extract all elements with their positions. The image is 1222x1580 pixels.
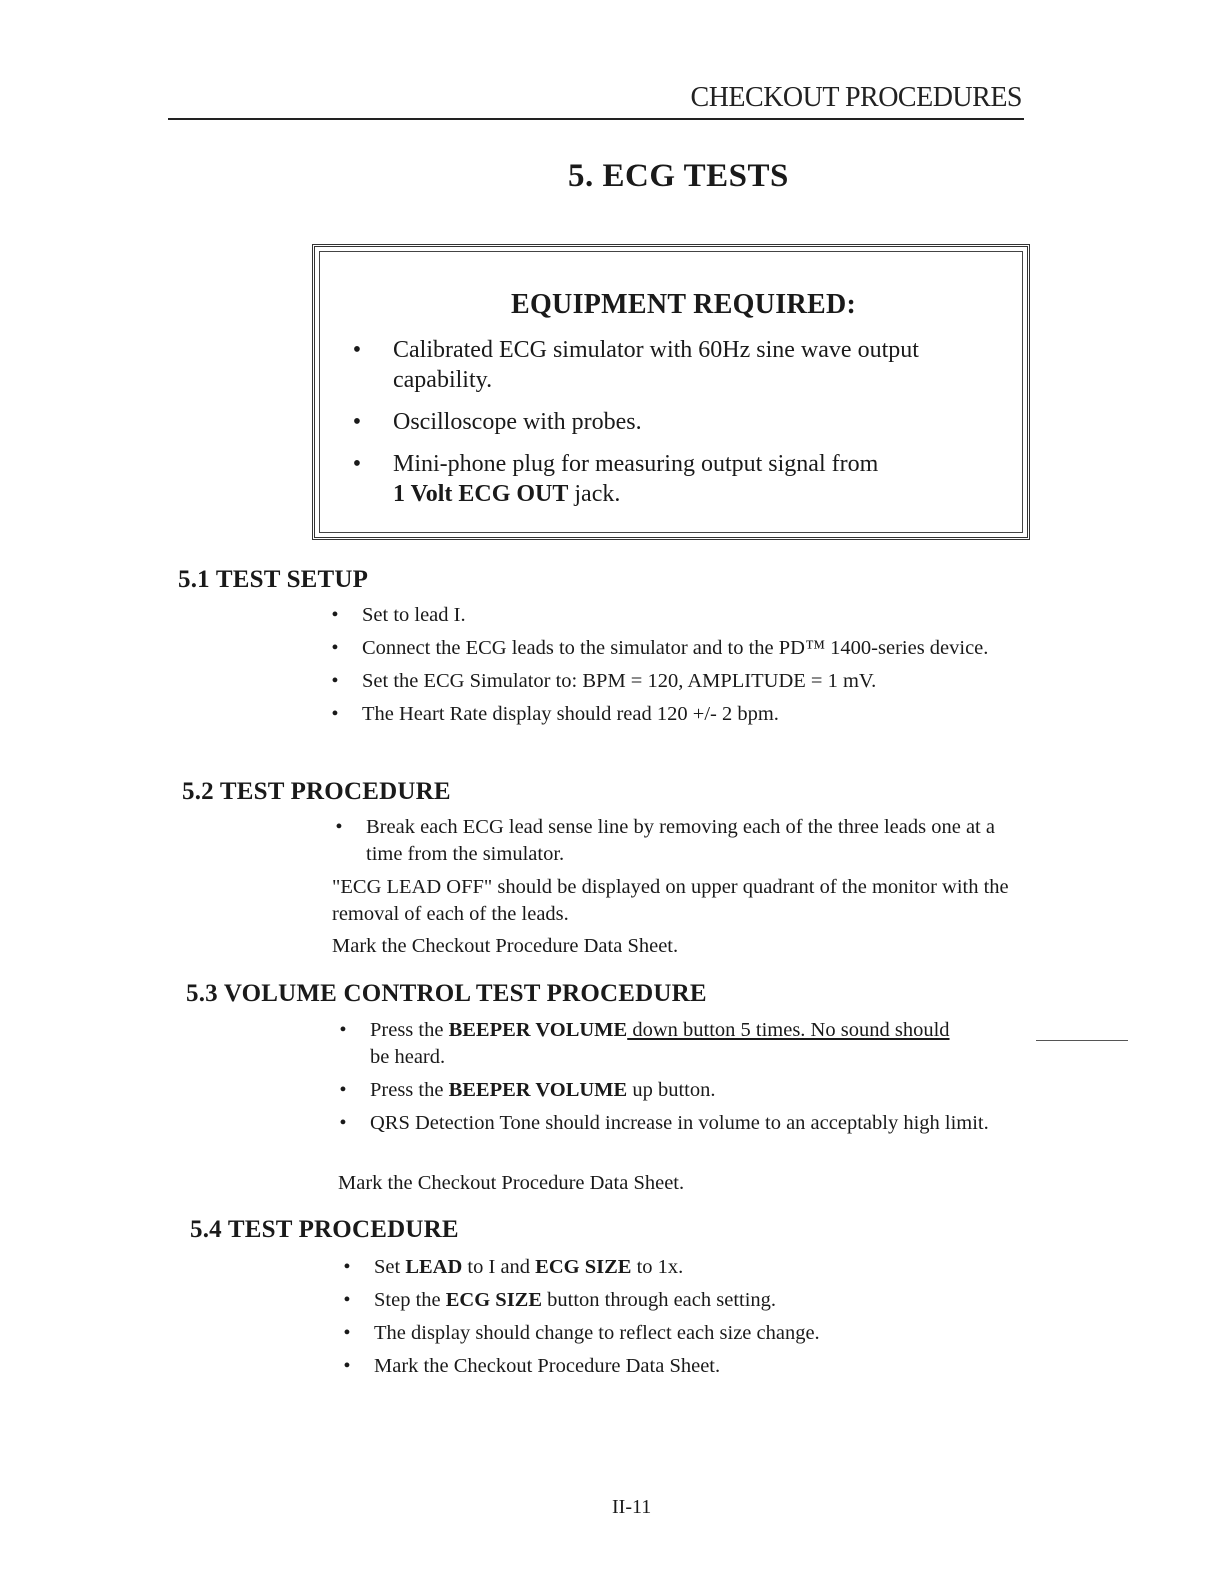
equipment-list [345, 335, 985, 521]
section-heading-5-1: 5.1 TEST SETUP [178, 566, 369, 593]
running-header [168, 80, 1024, 120]
list-item-text: QRS Detection Tone should increase in volume to an acceptably high limit. [370, 1112, 989, 1134]
list-item [334, 1110, 1034, 1137]
list-item [338, 1287, 1038, 1314]
list-item-text: Mark the Checkout Procedure Data Sheet. [374, 1355, 721, 1377]
section-5-2-mark-note: Mark the Checkout Procedure Data Sheet. [332, 935, 679, 957]
bullet-icon: • [331, 703, 339, 725]
section-5-3-list [334, 1017, 1034, 1143]
list-item-text: The display should change to reflect each size change. [374, 1322, 820, 1344]
equipment-item [345, 335, 985, 395]
bullet-icon: • [335, 816, 343, 838]
bullet-icon: • [331, 670, 339, 692]
list-item-text: be heard. [370, 1046, 446, 1068]
list-item [338, 1254, 1038, 1281]
list-item-text: up button. [627, 1079, 716, 1101]
equipment-box [312, 244, 1030, 540]
list-item-bold: BEEPER VOLUME [448, 1019, 628, 1041]
equipment-item-bold: 1 Volt ECG OUT [393, 481, 569, 507]
section-heading-5-2: 5.2 TEST PROCEDURE [182, 778, 451, 805]
list-item [338, 1320, 1038, 1347]
bullet-icon: • [339, 1019, 347, 1041]
list-item-text: Set the ECG Simulator to: BPM = 120, AMPLITUDE = 1 mV. [362, 670, 877, 692]
list-item-text: Set to lead I. [362, 604, 466, 626]
bullet-icon: • [352, 337, 362, 363]
list-item [334, 1017, 1034, 1071]
list-item-text: Step the [374, 1289, 446, 1311]
section-5-1-list [326, 602, 1026, 734]
bullet-icon: • [352, 451, 362, 477]
list-item-bold: ECG SIZE [445, 1289, 543, 1311]
section-heading-5-4: 5.4 TEST PROCEDURE [190, 1216, 459, 1243]
bullet-icon: • [343, 1322, 351, 1344]
list-item-bold: BEEPER VOLUME [448, 1079, 628, 1101]
list-item [326, 668, 1026, 695]
section-heading-5-3: 5.3 VOLUME CONTROL TEST PROCEDURE [186, 980, 707, 1007]
bullet-icon: • [343, 1256, 351, 1278]
equipment-item-text: Mini-phone plug for measuring output signal from [393, 451, 879, 477]
equipment-item-text: Oscilloscope with probes. [393, 409, 642, 435]
list-item-text: The Heart Rate display should read 120 +/- 2 bpm. [362, 703, 779, 725]
list-item [330, 814, 1030, 868]
section-5-2-note: "ECG LEAD OFF" should be displayed on upper quadrant of the monitor with the removal of each of the leads. [332, 876, 1009, 925]
list-item-text: to 1x. [631, 1256, 684, 1278]
running-header-title: CHECKOUT PROCEDURES [690, 82, 1022, 113]
section-5-3-mark-note: Mark the Checkout Procedure Data Sheet. [338, 1172, 685, 1194]
bullet-icon: • [339, 1079, 347, 1101]
equipment-item-text: Calibrated ECG simulator with 60Hz sine wave output capability. [393, 337, 919, 393]
bullet-icon: • [339, 1112, 347, 1134]
equipment-item [345, 449, 985, 509]
section-5-2-list [330, 814, 1030, 874]
list-item-text: Press the [370, 1079, 449, 1101]
list-item-bold: LEAD [405, 1256, 463, 1278]
equipment-item-text: jack. [568, 481, 621, 507]
equipment-heading: EQUIPMENT REQUIRED: [511, 289, 857, 320]
list-item [326, 602, 1026, 629]
list-item [326, 635, 1026, 662]
list-item-text: button through each setting. [542, 1289, 777, 1311]
chapter-title: 5. ECG TESTS [568, 158, 789, 194]
bullet-icon: • [331, 637, 339, 659]
bullet-icon: • [343, 1355, 351, 1377]
list-item [326, 701, 1026, 728]
bullet-icon: • [343, 1289, 351, 1311]
section-5-4-list [338, 1254, 1038, 1386]
bullet-icon: • [331, 604, 339, 626]
list-item-text: to I and [462, 1256, 536, 1278]
list-item-text: Break each ECG lead sense line by removing each of the three leads one at a time from the simulator. [366, 816, 995, 865]
margin-rule [1036, 1040, 1128, 1041]
list-item [338, 1353, 1038, 1380]
list-item [334, 1077, 1034, 1104]
list-item-bold: ECG SIZE [535, 1256, 632, 1278]
page-number: II-11 [612, 1496, 652, 1518]
list-item-text: Press the [370, 1019, 449, 1041]
bullet-icon: • [352, 409, 362, 435]
list-item-underlined-text: down button 5 times. No sound should [627, 1019, 950, 1041]
list-item-text: Set [374, 1256, 406, 1278]
equipment-item [345, 407, 985, 437]
list-item-text: Connect the ECG leads to the simulator and to the PD™ 1400-series device. [362, 637, 989, 659]
